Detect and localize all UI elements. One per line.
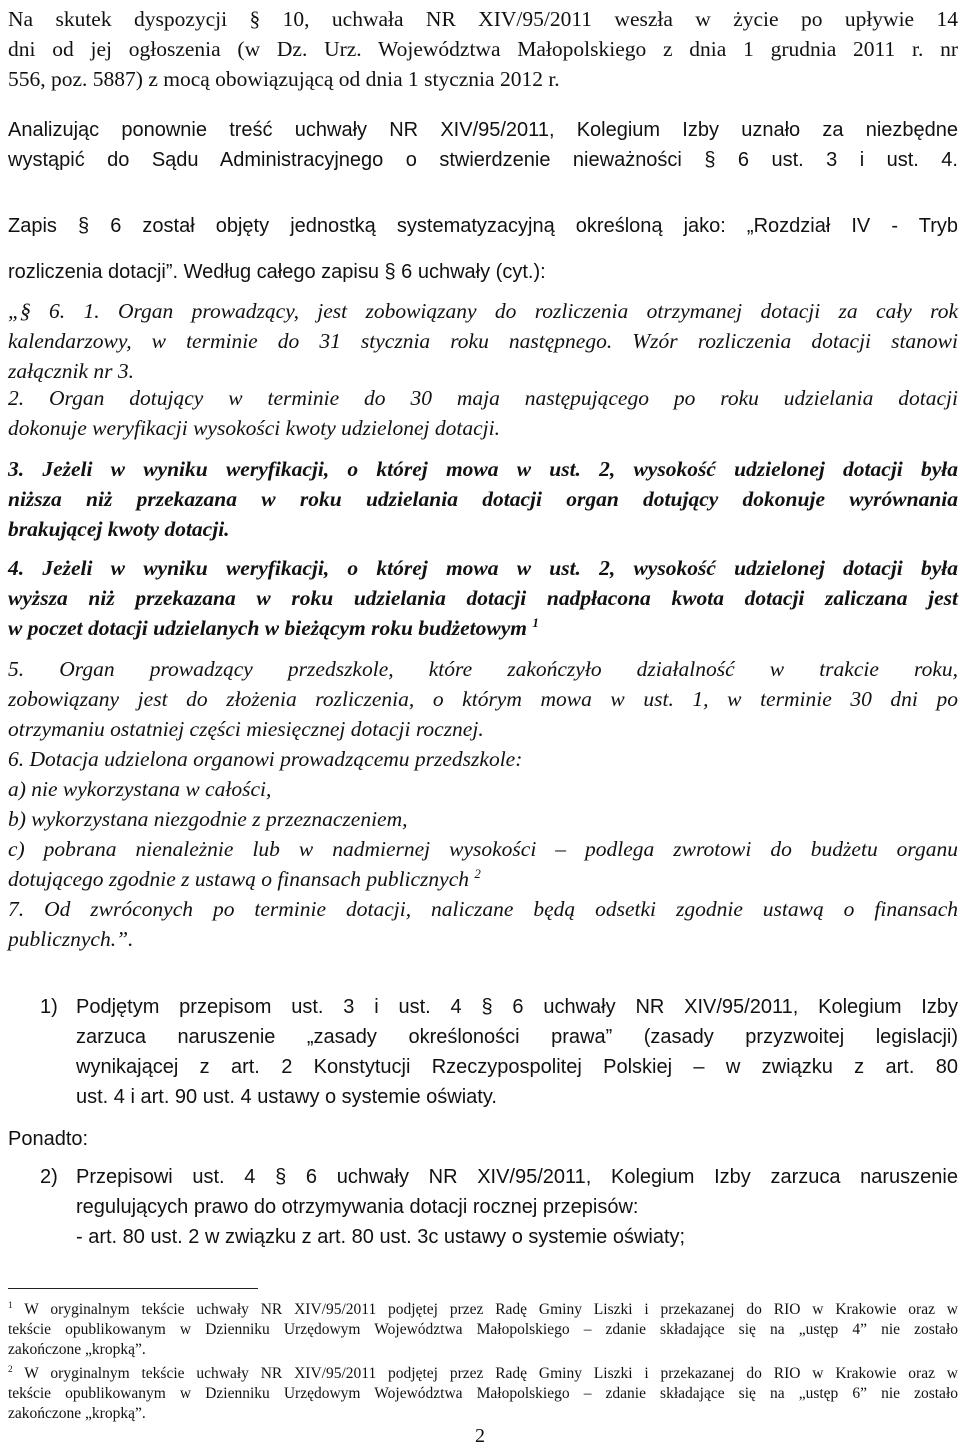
text-line: wynikającej z art. 2 Konstytucji Rzeczypospolitej Polskiej – w związku z art. 80	[76, 1056, 958, 1078]
footnote-2	[8, 1364, 958, 1424]
text-line: 4. Jeżeli w wyniku weryfikacji, o której mowa w ust. 2, wysokość udzielonej dotacji była	[8, 556, 958, 580]
text-line: publicznych.”.	[8, 927, 134, 951]
list-number: 2)	[40, 1166, 58, 1188]
text-line: b) wykorzystana niezgodnie z przeznaczeniem,	[8, 807, 408, 831]
quote-paragraph-3	[8, 454, 958, 544]
text-line: $^2$ W oryginalnym tekście uchwały NR XIV/95/2011 podjętej przez Radę Gminy Liszki i przekazanej do RIO w Krakowie oraz w	[8, 1364, 958, 1382]
text-line: w poczet dotacji udzielanych w bieżącym roku budżetowym	[8, 616, 527, 640]
text-line: kalendarzowy, w terminie do 31 stycznia roku następnego. Wzór rozliczenia dotacji stanowi	[8, 329, 958, 353]
text-line: brakującej kwoty dotacji.	[8, 517, 230, 541]
text-line	[8, 864, 958, 894]
text-line: regulujących prawo do otrzymywania dotacji rocznej przepisów:	[76, 1196, 639, 1218]
paragraph-section-6	[8, 203, 958, 295]
list-item-text	[8, 992, 958, 1112]
text-line: dotującego zgodnie z ustawą o finansach publicznych	[8, 867, 470, 891]
footnote-mark: 2	[8, 1364, 13, 1375]
quote-paragraph-2	[8, 383, 958, 443]
quote-paragraph-1	[8, 296, 958, 386]
text-line: 7. Od zwróconych po terminie dotacji, naliczane będą odsetki zgodnie ustawą o finansach	[8, 897, 958, 921]
text-line: dni od jej ogłoszenia (w Dz. Urz. Województwa Małopolskiego z dnia 1 grudnia 2011 r. nr	[8, 37, 958, 61]
text-line	[8, 613, 958, 643]
text-line: dokonuje weryfikacji wysokości kwoty udzielonej dotacji.	[8, 416, 500, 440]
text-line: tekście opublikowanym w Dzienniku Urzędowym Województwa Małopolskiego – zdanie składające się na „ustęp 4” nie zostało	[8, 1321, 958, 1338]
ponadto-label: Ponadto:	[8, 1128, 89, 1150]
text-line: $^1$ W oryginalnym tekście uchwały NR XIV/95/2011 podjętej przez Radę Gminy Liszki i przekazanej do RIO w Krakowie oraz w	[8, 1300, 958, 1318]
footnote-1	[8, 1300, 958, 1360]
text-line: Zapis § 6 został objęty jednostką systematyzacyjną określoną jako: „Rozdział IV - Tryb	[8, 215, 958, 237]
text-line: rozliczenia dotacji”. Według całego zapisu § 6 uchwały (cyt.):	[8, 261, 546, 283]
text-line: „§ 6. 1. Organ prowadzący, jest zobowiązany do rozliczenia otrzymanej dotacji za cały rok	[8, 299, 958, 323]
list-number: 1)	[40, 996, 58, 1018]
text-line: niższa niż przekazana w roku udzielania dotacji organ dotujący dokonuje wyrównania	[8, 487, 958, 511]
text-line: wyższa niż przekazana w roku udzielania dotacji nadpłacona kwota dotacji zaliczana jest	[8, 586, 958, 610]
text-line: - art. 80 ust. 2 w związku z art. 80 ust. 3c ustawy o systemie oświaty;	[76, 1226, 686, 1248]
text-line: zarzuca naruszenie „zasady określoności prawa” (zasady przyzwoitej legislacji)	[76, 1026, 958, 1048]
text-line: zakończone „kropką”.	[8, 1341, 146, 1358]
quote-paragraph-4	[8, 553, 958, 643]
footnote-separator	[8, 1288, 258, 1289]
page-number: 2	[475, 1425, 485, 1447]
list-item-text	[8, 1162, 958, 1252]
text-line: 6. Dotacja udzielona organowi prowadzącemu przedszkole:	[8, 747, 523, 771]
text-line: 556, poz. 5887) z mocą obowiązującą od dnia 1 stycznia 2012 r.	[8, 67, 560, 91]
footnote-ref-1: 1	[532, 615, 539, 630]
text-line: tekście opublikowanym w Dzienniku Urzędowym Województwa Małopolskiego – zdanie składające się na „ustęp 6” nie zostało	[8, 1385, 958, 1402]
quote-paragraph-7	[8, 894, 958, 954]
text-line: 5. Organ prowadzący przedszkole, które zakończyło działalność w trakcie roku,	[8, 657, 958, 681]
paragraph-entry-into-force	[8, 4, 958, 94]
text-line: c) pobrana nienależnie lub w nadmiernej wysokości – podlega zwrotowi do budżetu organu	[8, 837, 958, 861]
text-line: Podjętym przepisom ust. 3 i ust. 4 § 6 uchwały NR XIV/95/2011, Kolegium Izby	[76, 996, 958, 1018]
text-line: zakończone „kropką”.	[8, 1405, 146, 1422]
text-line: 2. Organ dotujący w terminie do 30 maja następującego po roku udzielania dotacji	[8, 386, 958, 410]
paragraph-analysis	[8, 115, 958, 175]
text-line: Przepisowi ust. 4 § 6 uchwały NR XIV/95/2011, Kolegium Izby zarzuca naruszenie	[76, 1166, 958, 1188]
text-line: 3. Jeżeli w wyniku weryfikacji, o której mowa w ust. 2, wysokość udzielonej dotacji była	[8, 457, 958, 481]
text-line: zobowiązany jest do złożenia rozliczenia, o którym mowa w ust. 1, w terminie 30 dni po	[8, 687, 958, 711]
text-line: Analizując ponownie treść uchwały NR XIV/95/2011, Kolegium Izby uznało za niezbędne	[8, 119, 958, 141]
text-line: otrzymaniu ostatniej części miesięcznej dotacji rocznej.	[8, 717, 484, 741]
quote-paragraph-5	[8, 654, 958, 744]
footnote-ref-2: 2	[474, 866, 481, 881]
text-line: ust. 4 i art. 90 ust. 4 ustawy o systemie oświaty.	[76, 1086, 497, 1108]
text-line: wystąpić do Sądu Administracyjnego o stwierdzenie nieważności § 6 ust. 3 i ust. 4.	[8, 149, 958, 171]
footnote-mark: 1	[8, 1300, 13, 1311]
quote-paragraph-6	[8, 744, 958, 894]
text-line: załącznik nr 3.	[8, 359, 135, 383]
text-line: a) nie wykorzystana w całości,	[8, 777, 272, 801]
text-line: Na skutek dyspozycji § 10, uchwała NR XIV/95/2011 weszła w życie po upływie 14	[8, 7, 958, 31]
